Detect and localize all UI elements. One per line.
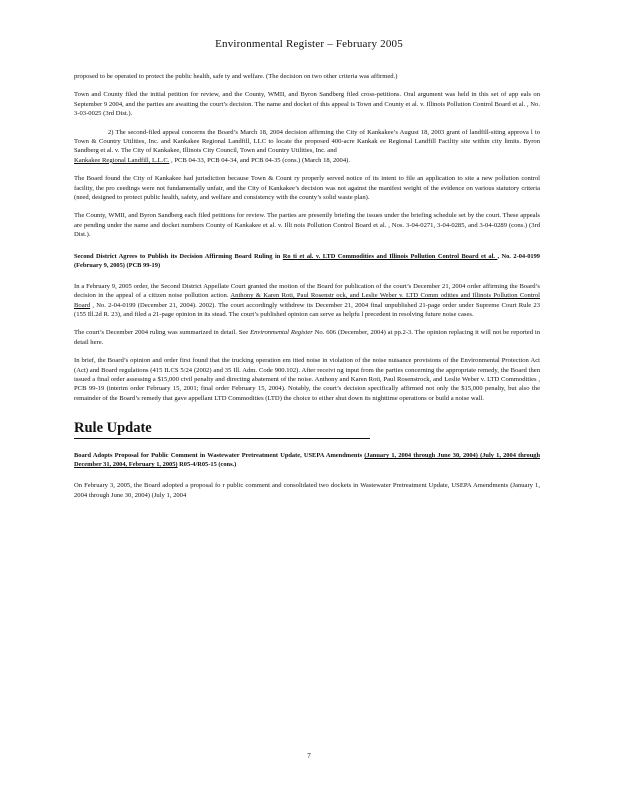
publication-title: Environmental Register <box>250 329 313 337</box>
page-number: 7 <box>307 752 311 760</box>
paragraph <box>74 128 540 166</box>
date-range-underlined: (January 1, 2004 through June 30, 2004) (July 1, 2004 through December 31, 2004, February 1, 2005) <box>74 452 541 469</box>
section-heading <box>74 451 540 469</box>
paragraph <box>74 328 540 347</box>
page-content <box>74 72 540 509</box>
paragraph-text: 2) The second-filed appeal concerns the Board’s March 18, 2004 decision affirming the City of Kankakee’s August 18, 2003 grant of landfill-siting approva l to Town & Country Utilities, Inc. and Kankakee Regional Landfill, LLC to locate the proposed 400-acre Kankak ee Regional Landfill Facility site within city limits. Byron Sandberg et al. v. The City of Kankakee, Illinois City Council, Town and Country Utilities, Inc. and <box>74 128 540 155</box>
case-name-underlined: Kankakee Regional Landfill, L.L.C. <box>74 156 170 164</box>
paragraph: The Board found the City of Kankakee had jurisdiction because Town & Count ry properly served notice of its intent to file an application to site a new pollution control facility, the pro ceedings were not fundamentally unfair, and the City of Kankakee’s decision was not against the manifest weight of the evidence on various statutory criteria (need, designed to protect public health, safety, and welfare and consistency with the county’s solid waste plan). <box>74 175 540 202</box>
paragraph: Town and County filed the initial petition for review, and the County, WMII, and Byron Sandberg filed cross-petitions. Oral argument was held in this set of app eals on September 9 2004, and the parties are awaiting the court’s decision. The name and docket of this appeal is Town and County et al. v. Illinois Pollution Control Board et al. , No. 3-03-0025 (3rd Dist.). <box>74 91 540 118</box>
case-name-underlined: Ro ti et al. v. LTD Commodities and Illinois Pollution Control Board et al. <box>282 252 498 260</box>
paragraph-text: , PCB 04-33, PCB 04-34, and PCB 04-35 (cons.) (March 18, 2004). <box>169 156 350 164</box>
running-header: Environmental Register – February 2005 <box>215 38 403 50</box>
paragraph-text: In a February 9, 2005 order, the Second District Appellate Court granted the motion of the Board for publication of the court’s December 21, 2004 order affirming the Board’s decision in the appeal of a citizen noise pollution action. <box>74 282 540 300</box>
paragraph-text: , No. 2-04-0199 (December 21, 2004). 2002). The court accordingly withdrew its December 21, 2004 final unpublished 21-page order under Supreme Court Rule 23 (155 Ill.2d R. 23), and filed a 21-page opinion in its stead. The court’s published opinion can serve as helpfu l precedent in resolving future noise cases. <box>74 301 540 318</box>
paragraph: On February 3, 2005, the Board adopted a proposal fo r public comment and consolidated two dockets in Wastewater Pretreatment Update, USEPA Amendments (January 1, 2004 through June 30, 2004) (July 1, 2004 <box>74 482 540 499</box>
paragraph: In brief, the Board’s opinion and order first found that the trucking operation em itted noise in violation of the noise nuisance provisions of the Environmental Protection Act (Act) and Board regulations (415 ILCS 5/24 (2002) and 35 Ill. Adm. Code 900.102). After receivi ng input from the parties concerning the appropriate remedy, the Board then issued a final order assessing a $15,000 civil penalty and directing abatement of the noise. Anthony and Karen Roti, Paul Rosenstrock, and Leslie Weber v. LTD Commodities , PCB 99-19 (interim order February 15, 2001; final order February 15, 2004). Notably, the court’s decision specifically affirmed not only the $15,000 penalty, but also the remainder of the Board’s remedy that gave appellant LTD Commodities (LTD) the choice to either shut down its nighttime operations or build a noise wall. <box>74 357 540 402</box>
heading-text: Board Adopts Proposal for Public Comment in Wastewater Pretreatment Update, USEPA Amendments <box>74 452 365 460</box>
heading-text: , No. 2-04-0199 (February 9, 2005) (PCB 99-19) <box>74 252 540 269</box>
paragraph: The County, WMII, and Byron Sandberg each filed petitions for review. The parties are presently briefing the issues under the briefing schedule set by the court. These appeals are pending under the name and docket numbers County of Kankakee et al. v. Illi nois Pollution Control Board et al. , Nos. 3-04-0271, 3-04-0285, and 3-04-0289 (cons.) (3rd Dist.). <box>74 212 540 239</box>
rule-update-heading <box>74 419 540 439</box>
paragraph-text: No. 606 (December, 2004) at pp.2-3. The opinion replacing it will not be reported in detail here. <box>74 329 540 346</box>
section-heading <box>74 252 540 270</box>
heading-text: R05-4/R05-15 (cons.) <box>177 461 237 469</box>
heading-rule-line <box>74 438 370 439</box>
paragraph-text: The court’s December 2004 ruling was summarized in detail. See <box>74 329 251 337</box>
paragraph: proposed to be operated to protect the public health, safe ty and welfare. (The decision on two other criteria was affirmed.) <box>74 73 398 80</box>
paragraph <box>74 282 540 320</box>
heading-text: Second District Agrees to Publish its Decision Affirming Board Ruling in <box>74 252 283 260</box>
rule-update-title: Rule Update <box>74 420 152 437</box>
case-name-underlined: Anthony & Karen Roti, Paul Rosenstr ock, and Leslie Weber v. LTD Comm odities and Illinois Pollution Control Board <box>74 292 541 309</box>
